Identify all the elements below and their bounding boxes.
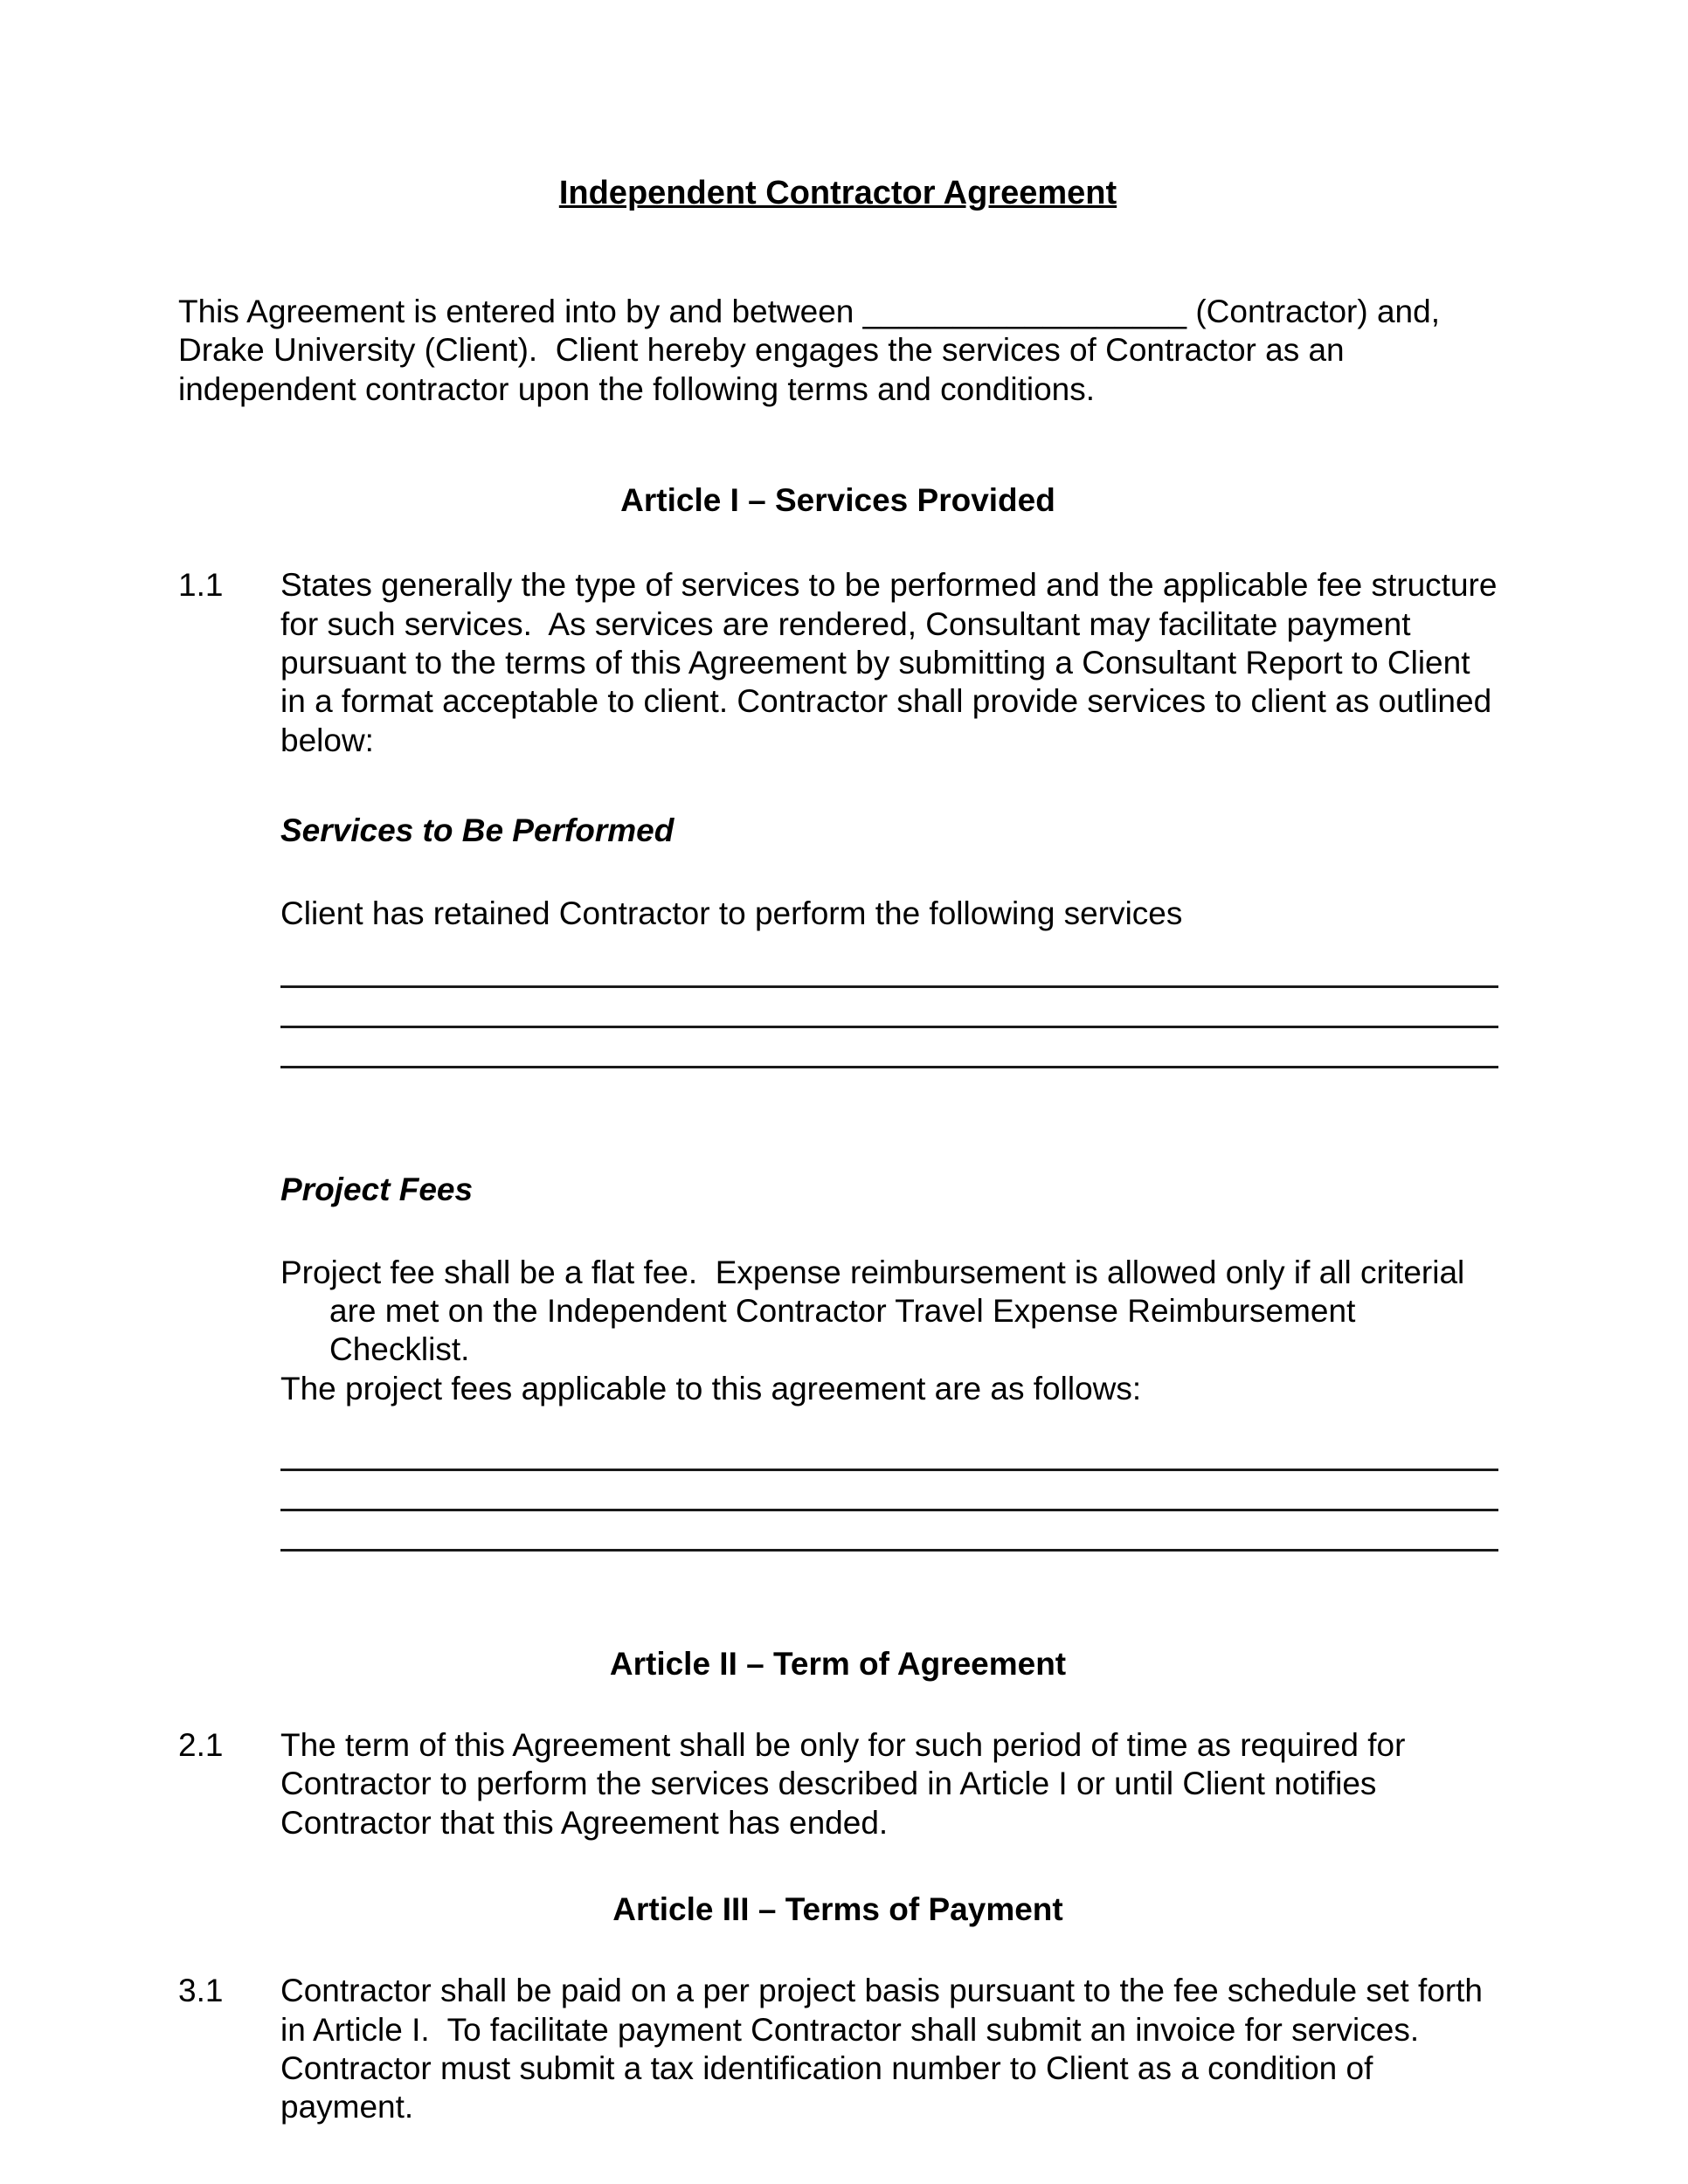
project-fees-paragraph: Project fee shall be a flat fee. Expense reimbursement is allowed only if all criterial are met on the Independent Contractor Travel Expense Reimbursement Checklist. [280,1254,1474,1368]
fill-in-line [280,988,1498,1028]
article-3-heading: Article III – Terms of Payment [612,1891,1063,1928]
fees-fill-in-lines [280,1431,1498,1552]
intro-paragraph: This Agreement is entered into by and between __________________ (Contractor) and, Drake University (Client). Client hereby engages the services of Contractor as an independent contractor upon the following terms and conditions. [178,294,1449,407]
document-title: Independent Contractor Agreement [558,175,1117,211]
services-fill-in-lines [280,948,1498,1068]
fill-in-line [280,1431,1498,1471]
fill-in-line [280,948,1498,988]
article-2-heading: Article II – Term of Agreement [609,1646,1067,1683]
services-paragraph: Client has retained Contractor to perform the following services [280,895,1183,932]
project-fees-follow-paragraph: The project fees applicable to this agreement are as follows: [280,1370,1142,1406]
clause-2-1-text: The term of this Agreement shall be only for such period of time as required for Contractor to perform the services described in Article I or until Client notifies Contractor that this Agreement has ended. [280,1727,1415,1841]
clause-3-1-text: Contractor shall be paid on a per project basis pursuant to the fee schedule set forth in Article I. To facilitate payment Contractor shall submit an invoice for services. Contractor must submit a tax identification number to Client as a condition of payment. [280,1973,1492,2125]
article-1-heading: Article I – Services Provided [620,482,1055,519]
clause-2-1 [178,1726,1498,1842]
fill-in-line [280,1471,1498,1511]
clause-1-1-number: 1.1 [178,567,224,604]
project-fees-heading: Project Fees [280,1171,474,1207]
clause-2-1-number: 2.1 [178,1727,224,1764]
fill-in-line [280,1511,1498,1552]
article-1-subsection [280,812,1498,1552]
clause-3-1 [178,1972,1498,2127]
fill-in-line [280,1028,1498,1068]
clause-1-1 [178,566,1506,760]
services-to-be-performed-heading: Services to Be Performed [280,812,675,849]
clause-1-1-text: States generally the type of services to be performed and the applicable fee structure for such services. As services are rendered, Consultant may facilitate payment pursuant to the terms of this Agreement by submitting a Consultant Report to Client in a format acceptable to client. Contractor shall provide services to client as outlined below: [280,567,1506,758]
clause-3-1-number: 3.1 [178,1973,224,2009]
